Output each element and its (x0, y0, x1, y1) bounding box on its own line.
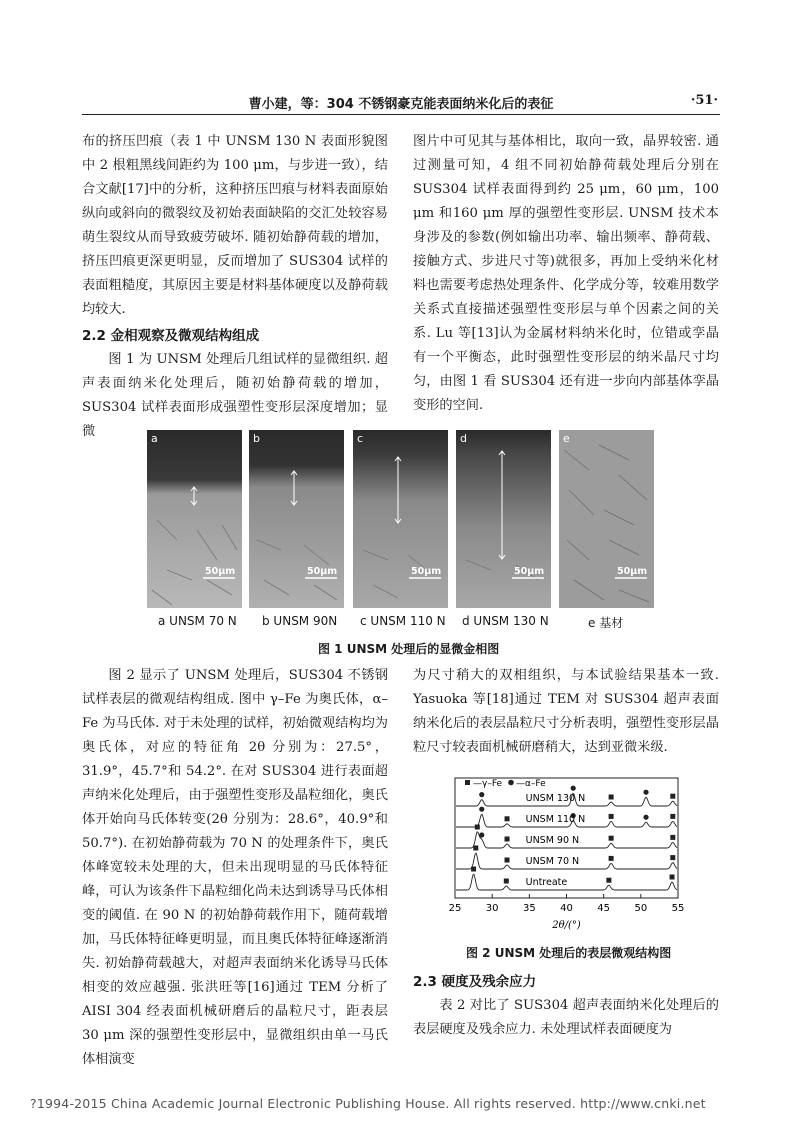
right-column-top (413, 130, 719, 418)
figure-2-caption: 图 2 UNSM 处理后的表层微观结构图 (466, 946, 672, 960)
gamma-fe-peak-marker (475, 825, 480, 830)
right-column-mid (413, 664, 719, 760)
gamma-fe-peak-marker (670, 875, 675, 880)
x-tick-label: 30 (485, 903, 499, 914)
paragraph: 图片中可见其与基体相比，取向一致，晶界较密. 通过测量可知，4 组不同初始静荷载处理后分别在 SUS304 试样表面得到约 25 μm，60 μm，100 μm 和160 μm 厚的强塑性变形层. UNSM 技术本身涉及的参数(例如输出功率、输出频率、静荷载、接触方式、步进尺寸等)就很多，再加上受纳米化材料也需要考虑热处理条件、化学成分等，较难用数学关系式直接描述强塑性变形层与单个因素之间的关系. Lu 等[13]认为金属材料纳米化时，位错或孪晶有一个平衡态，此时强塑性变形层的纳米晶尺寸均匀，由图 1 看 SUS304 还有进一步向内部基体孪晶变形的空间. (413, 134, 719, 413)
panel-letter: b (253, 432, 260, 445)
panel-caption-e: e 基材 (588, 616, 624, 630)
gamma-fe-peak-marker (471, 867, 476, 872)
series-label: Untreate (525, 877, 568, 888)
figure-1-caption: 图 1 UNSM 处理后的显微金相图 (318, 642, 500, 656)
figure-2-xrd-chart (440, 766, 690, 936)
paragraph: 表 2 对比了 SUS304 超声表面纳米化处理后的表层硬度及残余应力. 未处理试样表面硬度为 (413, 998, 719, 1037)
scale-bar-label: 50μm (617, 566, 648, 577)
legend-label-alpha: —α–Fe (516, 779, 546, 789)
scale-bar-label: 50μm (205, 566, 236, 577)
gamma-fe-peak-marker (505, 816, 510, 821)
gamma-fe-peak-marker (609, 856, 614, 861)
paragraph: 为尺寸稍大的双相组织，与本试验结果基本一致. Yasuoka 等[18]通过 TEM 对 SUS304 超声表面纳米化后的表层晶粒尺寸分析表明，强塑性变形层晶粒尺寸较表面机械研磨稍大，达到亚微米级. (413, 668, 719, 755)
gamma-fe-peak-marker (504, 879, 509, 884)
scale-bar-label: 50μm (514, 566, 545, 577)
section-heading-2-2: 2.2 金相观察及微观结构组成 (82, 328, 260, 344)
left-column-bottom (82, 664, 388, 1072)
panel-letter: c (357, 432, 364, 445)
paragraph: 布的挤压凹痕（表 1 中 UNSM 130 N 表面形貌图中 2 根粗黑线间距约为 100 μm，与步进一致），结合文献[17]中的分析，这种挤压凹痕与材料表面原始纵向或斜向的微裂纹及初始表面缺陷的交汇处较容易萌生裂纹从而导致疲劳破坏. 随初始静荷载的增加，挤压凹痕更深更明显，反而增加了 SUS304 试样的表面粗糙度，其原因主要是材料基体硬度以及静荷载均较大. (82, 134, 388, 317)
micrograph-panel-d (456, 430, 551, 608)
gamma-fe-peak-marker (505, 837, 510, 842)
micrograph-panel-b (249, 430, 344, 608)
x-tick-label: 55 (671, 903, 685, 914)
gamma-fe-peak-marker (609, 836, 614, 841)
alpha-fe-peak-marker (643, 790, 648, 795)
gamma-fe-peak-marker (505, 858, 510, 863)
x-tick-label: 25 (448, 903, 462, 914)
alpha-fe-peak-marker (479, 832, 484, 837)
series-label: UNSM 90 N (525, 835, 580, 846)
series-label: UNSM 130 N (525, 793, 586, 804)
legend-marker-alpha (508, 780, 514, 786)
gamma-fe-peak-marker (606, 878, 611, 883)
paragraph: 图 1 为 UNSM 处理后几组试样的显微组织. 超声表面纳米化处理后，随初始静荷载的增加，SUS304 试样表面形成强塑性变形层深度增加；显微 (82, 352, 388, 439)
alpha-fe-peak-marker (571, 786, 576, 791)
series-label: UNSM 110 N (525, 814, 586, 825)
x-axis-label: 2θ/(°) (552, 920, 581, 931)
alpha-fe-peak-marker (643, 815, 648, 820)
panel-caption-a: a UNSM 70 N (158, 614, 237, 628)
micrograph-panel-a (147, 430, 242, 608)
panel-caption-c: c UNSM 110 N (360, 614, 446, 628)
scale-bar-label: 50μm (411, 566, 442, 577)
gamma-fe-peak-marker (670, 794, 675, 799)
x-tick-label: 35 (522, 903, 536, 914)
alpha-fe-peak-marker (479, 792, 484, 797)
series-label: UNSM 70 N (525, 856, 580, 867)
panel-caption-d: d UNSM 130 N (462, 614, 549, 628)
gamma-fe-peak-marker (473, 846, 478, 851)
panel-letter: d (460, 432, 467, 445)
scale-bar-label: 50μm (307, 566, 338, 577)
alpha-fe-peak-marker (479, 807, 484, 812)
gamma-fe-peak-marker (670, 855, 675, 860)
micrograph-panel-c (353, 430, 448, 608)
x-tick-label: 50 (634, 903, 648, 914)
right-column-bottom (413, 970, 719, 1042)
legend-label-gamma: —γ–Fe (473, 779, 503, 789)
paragraph: 图 2 显示了 UNSM 处理后，SUS304 不锈钢试样表层的微观结构组成. 图中 γ–Fe 为奥氏体，α–Fe 为马氏体. 对于未处理的试样，初始微观结构均为奥氏体，对应的特征角 2θ 分别为：27.5°，31.9°，45.7°和 54.2°. 在对 SUS304 进行表面超声纳米化处理后，由于强塑性变形及晶粒细化，奥氏体开始向马氏体转变(2θ 分别为：28.6°，40.9°和 50.7°). 在初始静荷载为 70 N 的处理条件下，奥氏体峰宽较未处理的大，但未出现明显的马氏体特征峰，可认为该条件下晶粒细化尚未达到诱导马氏体相变的阈值. 在 90 N 的初始静荷载作用下，随荷载增加，马氏体特征峰更明显，而且奥氏体特征峰逐渐消失. 初始静荷载越大，对超声表面纳米化诱导马氏体相变的效应越强. 张洪旺等[16]通过 TEM 分析了 AISI 304 经表面机械研磨后的晶粒尺寸，距表层 30 μm 深的强塑性变形层中，显微组织由单一马氏体相演变 (82, 668, 388, 1067)
left-column-top (82, 130, 388, 444)
micrograph-panel-e (559, 430, 654, 608)
gamma-fe-peak-marker (670, 835, 675, 840)
panel-letter: a (151, 432, 158, 445)
x-tick-label: 45 (597, 903, 611, 914)
section-heading-2-3: 2.3 硬度及残余应力 (413, 974, 537, 990)
running-header (82, 92, 720, 115)
gamma-fe-peak-marker (609, 814, 614, 819)
x-tick-label: 40 (560, 903, 573, 914)
panel-letter: e (563, 432, 570, 445)
panel-caption-b: b UNSM 90N (262, 614, 338, 628)
gamma-fe-peak-marker (609, 795, 614, 800)
legend-marker-gamma (465, 780, 470, 785)
page-number: ·51· (690, 93, 718, 108)
gamma-fe-peak-marker (670, 814, 675, 819)
running-title: 曹小建，等：304 不锈钢豪克能表面纳米化后的表征 (248, 97, 554, 112)
copyright-footer: ?1994-2015 China Academic Journal Electronic Publishing House. All rights reserved. http://www.cnki.net (30, 1096, 706, 1111)
